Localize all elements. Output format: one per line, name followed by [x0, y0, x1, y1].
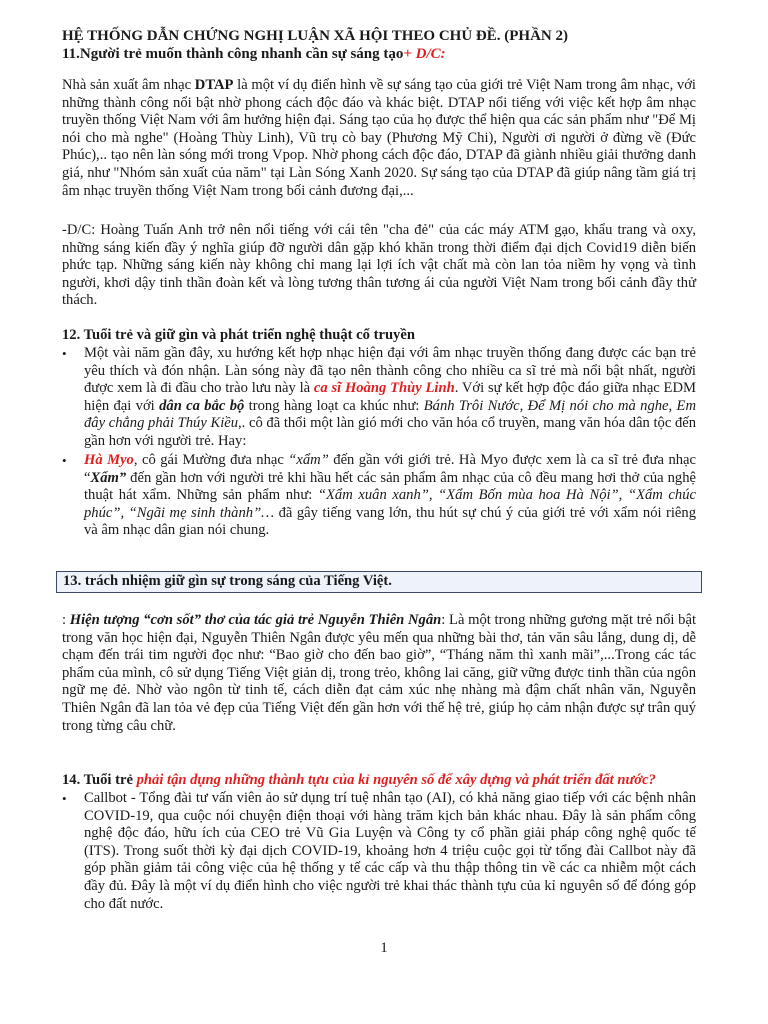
section-11-dc-label: + D/C:: [403, 46, 446, 62]
section-12-bullet-hoang-thuy-linh: [84, 345, 696, 451]
p13-bold-italic: Hiện tượng “cơn sốt” thơ của tác giả trẻ Nguyễn Thiên Ngân: [69, 612, 442, 628]
section-11-paragraph-dtap: [62, 77, 696, 200]
section-12-bullet-ha-myo: [84, 452, 696, 540]
bullet-icon: •: [62, 346, 67, 361]
b2-text-b: đến gần với giới trẻ. Hà Myo được xem là ca sĩ trẻ đưa nhạc “: [84, 452, 696, 486]
section-14-heading-red: phải tận dụng những thành tựu của kỉ nguyên số để xây dựng và phát triển đất nước?: [136, 772, 656, 788]
b1-bold-folk: dân ca bắc bộ: [159, 397, 245, 414]
b1-text-c: trong hàng loạt ca khúc như:: [244, 397, 424, 414]
dtap-text-a: Nhà sản xuất âm nhạc: [62, 77, 195, 93]
bullet-icon: •: [62, 791, 67, 806]
section-14-heading-text: 14. Tuổi trẻ: [62, 772, 137, 788]
page-number: 1: [380, 940, 388, 956]
section-13-paragraph: [62, 612, 696, 735]
b2-italic-xam: “xẩm”: [288, 452, 329, 468]
section-14-bullet-callbot: Callbot - Tổng đài tư vấn viên ảo sử dụng trí tuệ nhân tạo (AI), có khả năng giao tiếp với các bệnh nhân COVID-19, qua cuộc nói chuyện điện thoại với hàng trăm kịch bản khác nhau. Đây là sản phẩm công nghệ độc đáo, hữu ích của CEO trẻ Vũ Gia Luyện và Công ty cổ phần giải pháp công nghệ quốc tế (ITS). Trong suốt thời kỳ đại dịch COVID-19, khoảng hơn 4 triệu cuộc gọi từ tổng đài Callbot này đã góp phần giảm tải công việc của hệ thống y tế các cấp và thu thập thông tin về các ca nhiễm một cách đầy đủ. Đây là một ví dụ điển hình cho việc người trẻ khai thác thành tựu của kỉ nguyên số để đóng góp cho đất nước.: [84, 790, 696, 912]
b2-italic-songs: “Xẩm xuân xanh”, “Xẩm Bốn mùa hoa Hà Nội”, “Xẩm chúc phúc”, “Ngãi mẹ sinh thành”…: [84, 487, 696, 521]
section-13-heading: 13. trách nhiệm giữ gìn sự trong sáng của Tiếng Việt.: [63, 573, 392, 589]
section-11-heading-text: 11.Người trẻ muốn thành công nhanh cần sự sáng tạo: [62, 46, 404, 62]
section-13-heading-box: [56, 571, 702, 593]
dtap-text-b: là một ví dụ điển hình về sự sáng tạo của giới trẻ Việt Nam trong âm nhạc, với những thành công nổi bật nhờ phong cách độc đáo và khác biệt. DTAP nổi tiếng với việc kết hợp âm nhạc truyền thống Việt Nam với âm hưởng hiện đại. Sáng tạo của họ được thể hiện qua các sản phẩm như "Để Mị nói cho mà nghe" (Hoàng Thùy Linh), Vũ trụ cò bay (Phương Mỹ Chi), Người ơi người ở đừng về (Đức Phúc),.. tạo nên làn sóng mới trong Vpop. Nhờ phong cách độc đáo, DTAP đã giành nhiều giải thưởng danh giá, như "Nhóm sản xuất của năm" tại Làn Sóng Xanh 2020. Sự sáng tạo của DTAP đã giúp nâng tầm giá trị âm nhạc truyền thống Việt Nam trong bối cảnh đương đại,...: [62, 77, 696, 199]
p13-lead: :: [62, 612, 70, 628]
b2-text-d: đã gây tiếng vang lớn, thu hút sự chú ý của giới trẻ với xẩm nói riêng và âm nhạc dân gian nói chung.: [84, 504, 697, 539]
section-14-heading: [62, 772, 696, 790]
b2-bold-xam: Xẩm”: [90, 469, 127, 486]
bullet-icon: •: [62, 453, 67, 468]
b1-highlight-singer: ca sĩ Hoàng Thùy Linh: [313, 380, 455, 397]
b2-text-c: đến gần hơn với người trẻ khi hầu hết các sản phẩm âm nhạc của cô đều mang hơi thở của nghệ thuật hát xẩm. Những sản phẩm như:: [84, 469, 696, 504]
section-11-heading: [62, 46, 696, 64]
b1-text-b: . Với sự kết hợp độc đáo giữa nhạc EDM hiện đại với: [84, 380, 696, 414]
b1-text-a: Một vài năm gần đây, xu hướng kết hợp nhạc hiện đại với âm nhạc truyền thống đang được các bạn trẻ yêu thích và đón nhận. Làn sóng này đã tạo nên thành công cho nhiều ca sĩ trẻ mà nổi bật nhất, người được xem là đi đầu cho trào lưu này là: [84, 345, 696, 397]
section-12-heading: 12. Tuổi trẻ và giữ gìn và phát triển nghệ thuật cổ truyền: [62, 327, 415, 343]
p13-rest: : Là một trong những gương mặt trẻ nổi bật trong văn học hiện đại, Nguyễn Thiên Ngân được yêu mến qua những bài thơ, tản văn sâu lắng, dung dị, dễ chạm đến trái tim người đọc như: “Bao giờ cho đến bao giờ”, “Tháng năm thì xanh mãi”,...Trong các tác phẩm của mình, cô sử dụng Tiếng Việt giản dị, trong trẻo, không lai căng, giữ vững được tinh thần của ngôn ngữ mẹ đẻ. Nhờ vào ngôn từ tinh tế, cách diễn đạt cảm xúc nhẹ nhàng mà đậm chất nhân văn, Nguyễn Thiên Ngân đã lan tỏa vẻ đẹp của Tiếng Việt đến gần hơn với thế hệ trẻ, giúp họ cảm nhận được sự trân quý trong từng câu chữ.: [62, 612, 697, 734]
dtap-bold: DTAP: [194, 77, 234, 93]
b2-highlight-singer: Hà Myo: [84, 452, 134, 468]
b1-italic-songs: Bánh Trôi Nước, Để Mị nói cho mà nghe, Em đây chẳng phải Thúy Kiều: [84, 397, 696, 432]
b2-text-a: , cô gái Mường đưa nhạc: [133, 452, 289, 468]
b1-text-d: ,. cô đã thổi một làn gió mới cho văn hóa cổ truyền, mang văn hóa dân tộc đến gần hơn với người trẻ. Hay:: [84, 415, 697, 449]
section-11-paragraph-atm: -D/C: Hoàng Tuấn Anh trở nên nổi tiếng với cái tên "cha đẻ" của các máy ATM gạo, khẩu trang và oxy, những sáng kiến đầy ý nghĩa giúp đỡ người dân gặp khó khăn trong thời điểm đại dịch Covid19 diễn biến phức tạp. Những sáng kiến này không chỉ mang lại lợi ích vật chất mà còn lan tỏa niềm hy vọng và tình người, khơi dậy tinh thần đoàn kết và lòng tương thân tương ái của người Việt Nam trong bối cảnh đầy thử thách.: [62, 222, 696, 309]
document-title: HỆ THỐNG DẪN CHỨNG NGHỊ LUẬN XÃ HỘI THEO CHỦ ĐỀ. (PHẦN 2): [62, 28, 569, 44]
